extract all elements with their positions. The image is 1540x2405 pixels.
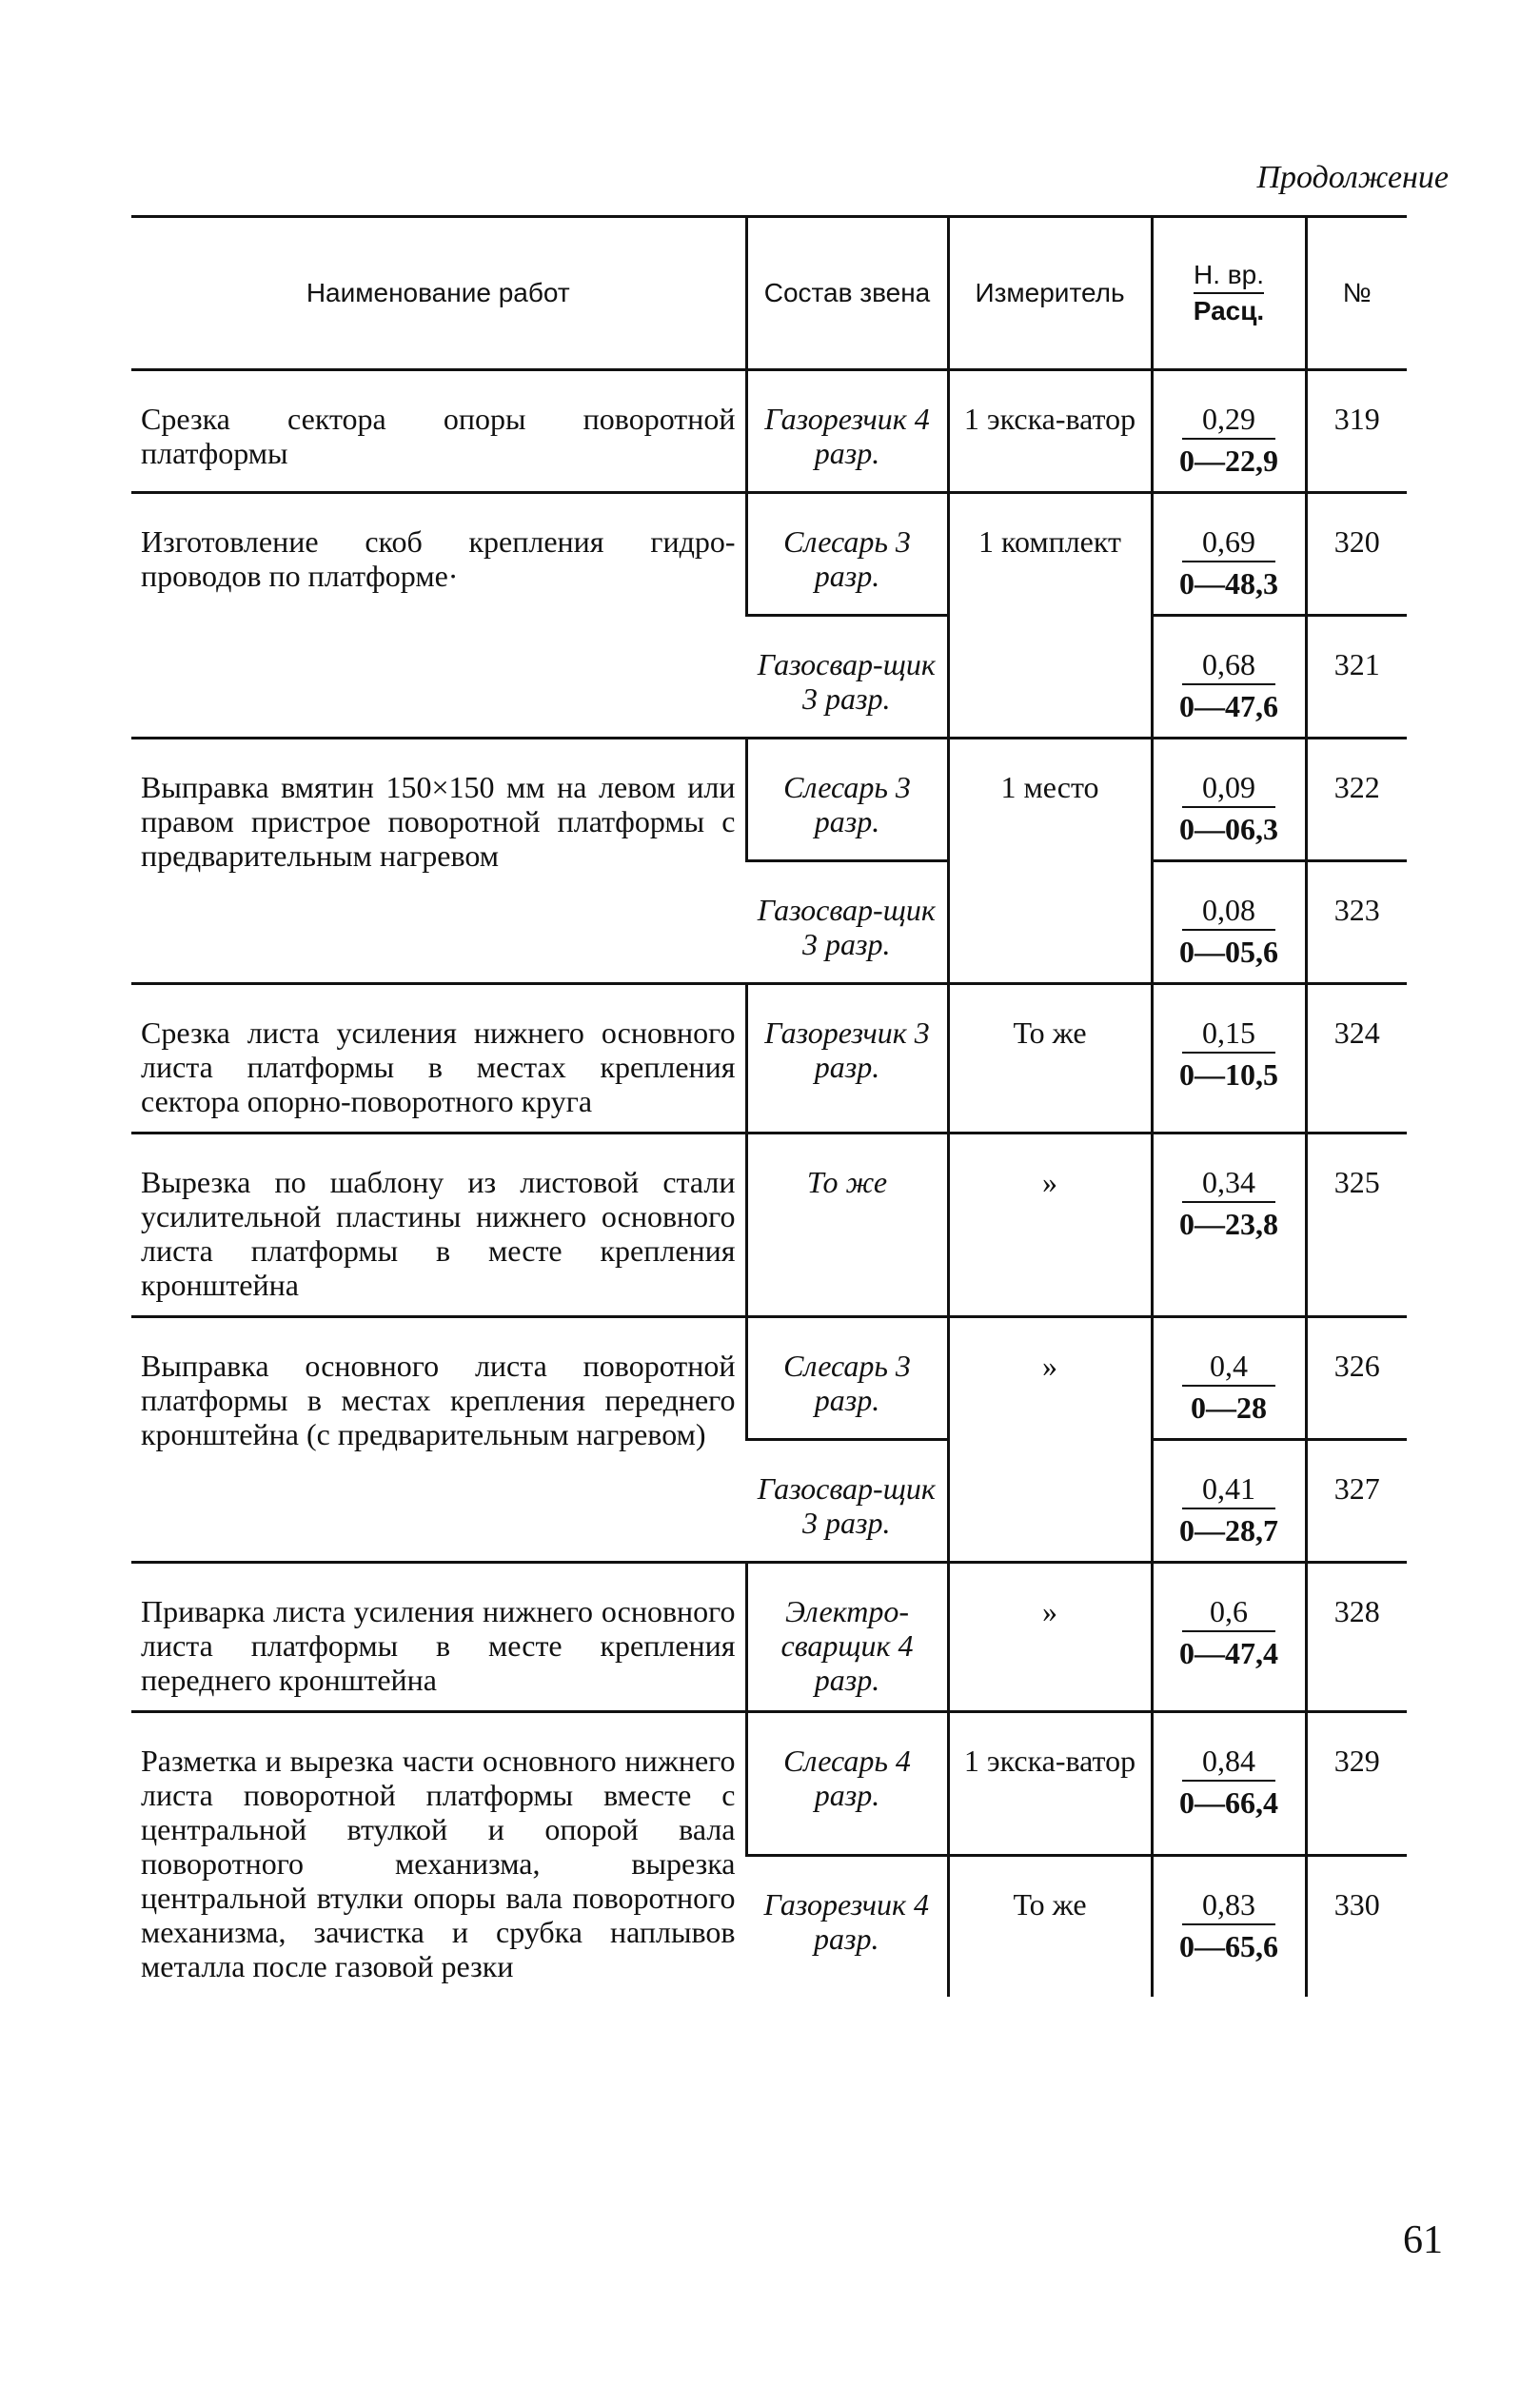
table-row [131,739,1407,861]
crew: Газосвар-щик 3 разр. [746,861,948,984]
unit: То же [948,984,1152,1134]
crew: Слесарь 3 разр. [746,493,948,616]
work-name: Выправка основного листа поворотной платформы в местах крепления переднего кронштейна (с предварительным нагревом) [131,1317,746,1563]
norm-time: 0,84 [1182,1744,1275,1782]
rate: 0—06,3 [1179,812,1278,846]
row-number: 319 [1306,370,1407,493]
norms-table [131,215,1407,1997]
rate: 0—65,6 [1179,1928,1278,1963]
norm-cell [1152,370,1306,493]
unit: То же [948,1855,1152,1997]
table-row [131,1317,1407,1440]
table-row [131,1712,1407,1856]
row-number: 320 [1306,493,1407,616]
row-number: 328 [1306,1563,1407,1712]
row-number: 329 [1306,1712,1407,1856]
header-norm-time: Н. вр. [1194,260,1264,294]
norm-time: 0,4 [1182,1349,1275,1387]
norm-time: 0,68 [1182,647,1275,685]
work-name: Изготовление скоб крепления гидро-проводов по платформе· [131,493,746,739]
rate: 0—10,5 [1179,1057,1278,1092]
norm-time: 0,41 [1182,1471,1275,1509]
norm-time: 0,83 [1182,1887,1275,1925]
norm-cell [1152,1563,1306,1712]
crew: Слесарь 4 разр. [746,1712,948,1856]
work-name: Выправка вмятин 150×150 мм на левом или правом пристрое поворотной платформы с предварительным нагревом [131,739,746,984]
rate: 0—47,6 [1179,689,1278,723]
norm-cell [1152,616,1306,739]
unit: » [948,1134,1152,1317]
work-name: Разметка и вырезка части основного нижнего листа поворотной платформы вместе с центральной втулкой и опорой вала поворотного механизма, вырезка центральной втулки опоры вала поворотного механизма, зачистка и срубка наплывов металла после газовой резки [131,1712,746,1998]
norm-cell [1152,739,1306,861]
work-name: Приварка листа усиления нижнего основного листа платформы в месте крепления переднего кронштейна [131,1563,746,1712]
row-number: 330 [1306,1855,1407,1997]
continuation-label: Продолжение [1256,160,1449,195]
row-number: 322 [1306,739,1407,861]
unit: 1 экска-ватор [948,1712,1152,1856]
row-number: 327 [1306,1440,1407,1563]
crew: Слесарь 3 разр. [746,739,948,861]
row-number: 323 [1306,861,1407,984]
row-number: 326 [1306,1317,1407,1440]
rate: 0—47,4 [1179,1636,1278,1670]
unit: » [948,1563,1152,1712]
table-row [131,984,1407,1134]
crew: Газосвар-щик 3 разр. [746,616,948,739]
header-work: Наименование работ [131,217,746,370]
table-row [131,1563,1407,1712]
unit: 1 место [948,739,1152,984]
row-number: 321 [1306,616,1407,739]
norm-cell [1152,1712,1306,1856]
rate: 0—28,7 [1179,1513,1278,1547]
header-rate: Расц. [1193,296,1265,325]
crew: Слесарь 3 разр. [746,1317,948,1440]
table-header-row [131,217,1407,370]
unit: » [948,1317,1152,1563]
crew: То же [746,1134,948,1317]
work-name: Срезка сектора опоры поворотной платформы [131,370,746,493]
norm-cell [1152,1855,1306,1997]
table-row [131,1134,1407,1317]
rate: 0—22,9 [1179,444,1278,478]
rate: 0—05,6 [1179,935,1278,969]
header-number: № [1306,217,1407,370]
norm-cell [1152,861,1306,984]
unit: 1 экска-ватор [948,370,1152,493]
row-number: 324 [1306,984,1407,1134]
norm-time: 0,09 [1182,770,1275,808]
row-number: 325 [1306,1134,1407,1317]
crew: Электро-сварщик 4 разр. [746,1563,948,1712]
norm-time: 0,29 [1182,402,1275,440]
crew: Газорезчик 3 разр. [746,984,948,1134]
page-number: 61 [1403,2218,1443,2262]
header-norm [1152,217,1306,370]
norm-cell [1152,1317,1306,1440]
norm-cell [1152,493,1306,616]
table-row [131,493,1407,616]
rate: 0—48,3 [1179,566,1278,601]
norm-time: 0,08 [1182,893,1275,931]
norm-cell [1152,1134,1306,1317]
norm-cell [1152,1440,1306,1563]
table-row [131,370,1407,493]
rate: 0—28 [1191,1390,1267,1425]
norm-cell [1152,984,1306,1134]
crew: Газорезчик 4 разр. [746,370,948,493]
unit: 1 комплект [948,493,1152,739]
crew: Газосвар-щик 3 разр. [746,1440,948,1563]
header-crew: Состав звена [746,217,948,370]
header-unit: Измеритель [948,217,1152,370]
crew: Газорезчик 4 разр. [746,1855,948,1997]
work-name: Срезка листа усиления нижнего основного листа платформы в местах крепления сектора опорно-поворотного круга [131,984,746,1134]
rate: 0—66,4 [1179,1785,1278,1820]
norm-time: 0,34 [1182,1165,1275,1203]
norm-time: 0,15 [1182,1015,1275,1054]
work-name: Вырезка по шаблону из листовой стали усилительной пластины нижнего основного листа платформы в месте крепления кронштейна [131,1134,746,1317]
norm-time: 0,69 [1182,524,1275,562]
norm-time: 0,6 [1182,1594,1275,1632]
rate: 0—23,8 [1179,1207,1278,1241]
